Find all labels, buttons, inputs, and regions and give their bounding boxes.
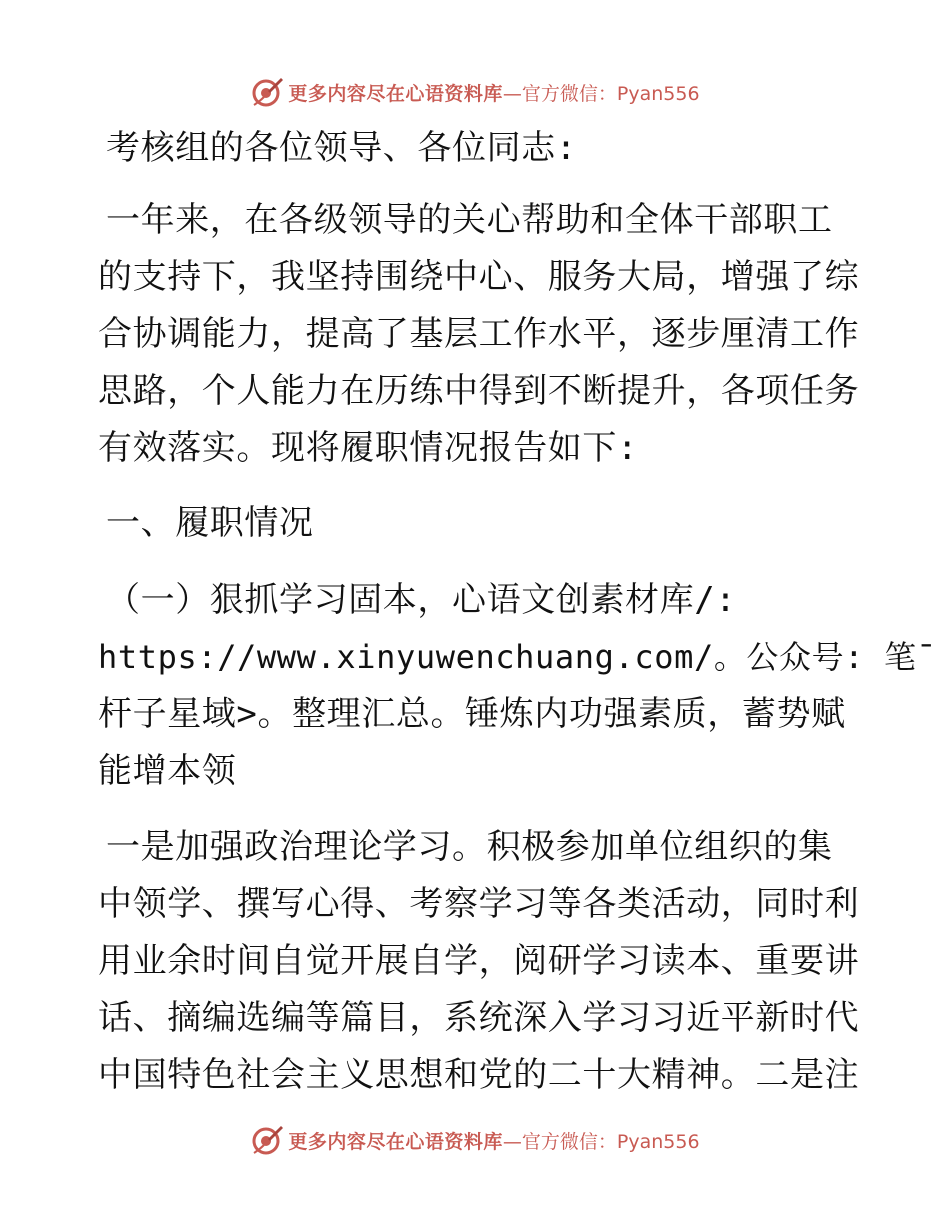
paragraph-line: 一年来，在各级领导的关心帮助和全体干部职工 [106, 200, 833, 240]
watermark-banner-top [0, 72, 950, 112]
watermark-banner-bottom [0, 1120, 950, 1160]
banner-sub-text: —官方微信：Pyan556 [502, 82, 700, 105]
pen-logo-icon [250, 75, 284, 109]
banner-main-text: 更多内容尽在心语资料库 [288, 1130, 503, 1153]
subsection-heading-line: https://www.xinyuwenchuang.com/。公众号: 笔¯ [98, 638, 937, 676]
paragraph-line: 合协调能力，提高了基层工作水平，逐步厘清工作 [98, 314, 860, 354]
subsection-heading-line: （一）狠抓学习固本，心语文创素材库/: [106, 580, 737, 620]
paragraph-line: 有效落实。现将履职情况报告如下: [98, 428, 639, 468]
subsection-heading-line: 杆子星域>。整理汇总。锤炼内功强素质，蓄势赋 [98, 694, 846, 734]
greeting-line: 考核组的各位领导、各位同志: [106, 128, 577, 168]
banner-main-text: 更多内容尽在心语资料库 [288, 82, 503, 105]
subsection-heading-line: 能增本领 [98, 751, 237, 791]
paragraph-line: 话、摘编选编等篇目，系统深入学习习近平新时代 [98, 998, 860, 1038]
paragraph-line: 思路，个人能力在历练中得到不断提升，各项任务 [98, 371, 860, 411]
paragraph-line: 的支持下，我坚持围绕中心、服务大局，增强了综 [98, 257, 860, 297]
pen-logo-icon [250, 1123, 284, 1157]
paragraph-line: 中领学、撰写心得、考察学习等各类活动，同时利 [98, 884, 860, 924]
paragraph-line: 中国特色社会主义思想和党的二十大精神。二是注 [98, 1055, 860, 1095]
banner-sub-text: —官方微信：Pyan556 [502, 1130, 700, 1153]
paragraph-line: 用业余时间自觉开展自学，阅研学习读本、重要讲 [98, 941, 860, 981]
section-heading: 一、履职情况 [106, 503, 314, 543]
paragraph-line: 一是加强政治理论学习。积极参加单位组织的集 [106, 827, 833, 867]
